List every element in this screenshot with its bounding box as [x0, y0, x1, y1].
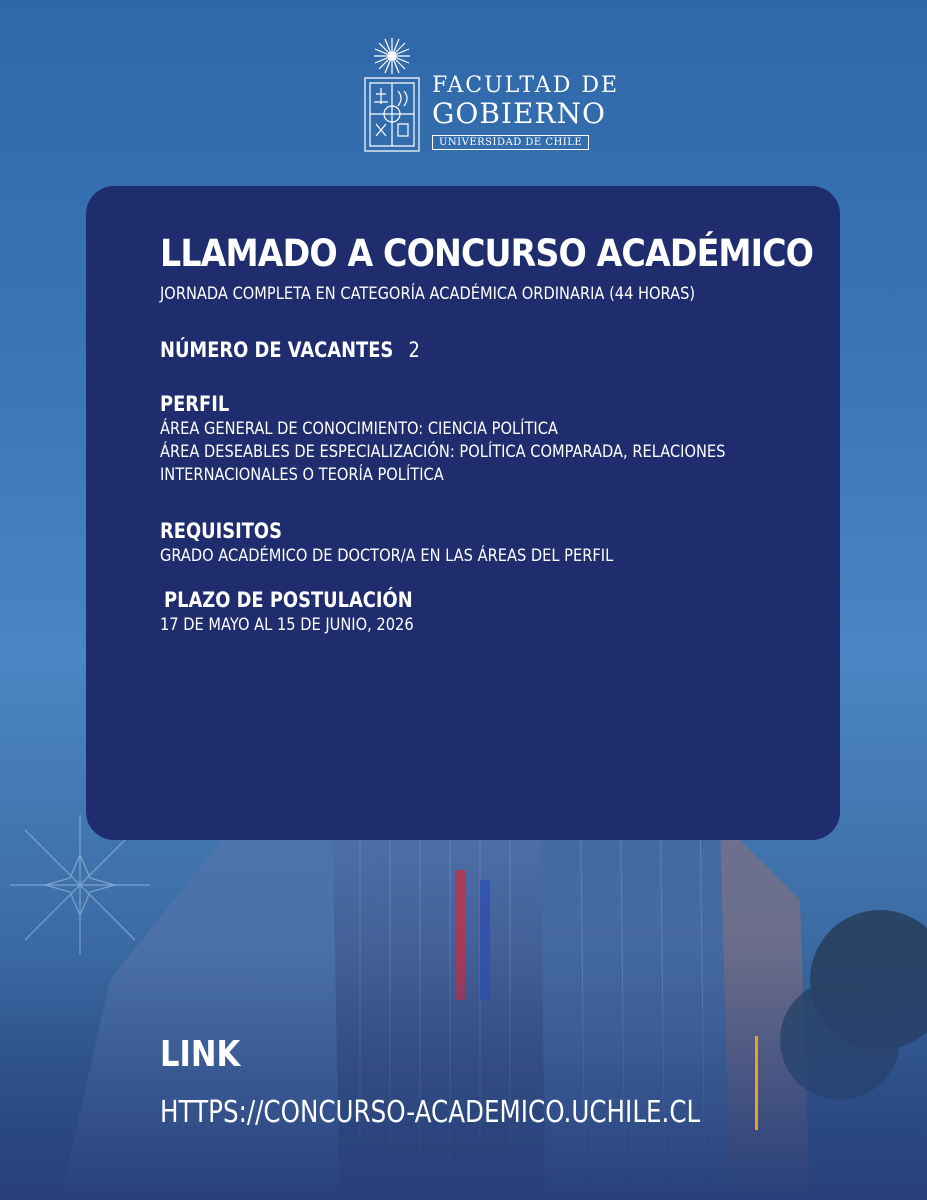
- card-subtitle: JORNADA COMPLETA EN CATEGORÍA ACADÉMICA ORDINARIA (44 HORAS): [160, 284, 696, 304]
- deadline-label: PLAZO DE POSTULACIÓN: [164, 588, 413, 612]
- profile-section: [160, 390, 820, 487]
- logo-line-2: GOBIERNO: [432, 97, 606, 130]
- application-url-link[interactable]: HTTPS://CONCURSO-ACADEMICO.UCHILE.CL: [160, 1095, 701, 1130]
- accent-bar: [755, 1036, 758, 1130]
- vacancies-row: [160, 336, 820, 364]
- profile-line: INTERNACIONALES O TEORÍA POLÍTICA: [160, 465, 444, 485]
- logo-subtitle: UNIVERSIDAD DE CHILE: [432, 135, 589, 150]
- vacancies-label-text: NÚMERO DE VACANTES: [160, 338, 394, 362]
- profile-label: PERFIL: [160, 392, 230, 416]
- logo-line-1: FACULTAD DE: [432, 73, 620, 98]
- profile-line: ÁREA DESEABLES DE ESPECIALIZACIÓN: POLÍTICA COMPARADA, RELACIONES: [160, 442, 726, 462]
- deadline-section: [160, 586, 820, 637]
- requirements-label: REQUISITOS: [160, 519, 282, 543]
- vacancies-label: [160, 336, 420, 364]
- requirements-section: [160, 517, 820, 568]
- requirements-text: GRADO ACADÉMICO DE DOCTOR/A EN LAS ÁREAS DEL PERFIL: [160, 546, 614, 566]
- profile-line: ÁREA GENERAL DE CONOCIMIENTO: CIENCIA POLÍTICA: [160, 419, 558, 439]
- deadline-text: 17 DE MAYO AL 15 DE JUNIO, 2026: [160, 615, 414, 635]
- vacancies-value: 2: [408, 338, 420, 362]
- card-content: [160, 230, 820, 637]
- faculty-logo-text: [432, 74, 619, 150]
- announcement-card: [86, 186, 840, 840]
- card-title: LLAMADO A CONCURSO ACADÉMICO: [160, 232, 814, 275]
- link-label: LINK: [160, 1034, 241, 1075]
